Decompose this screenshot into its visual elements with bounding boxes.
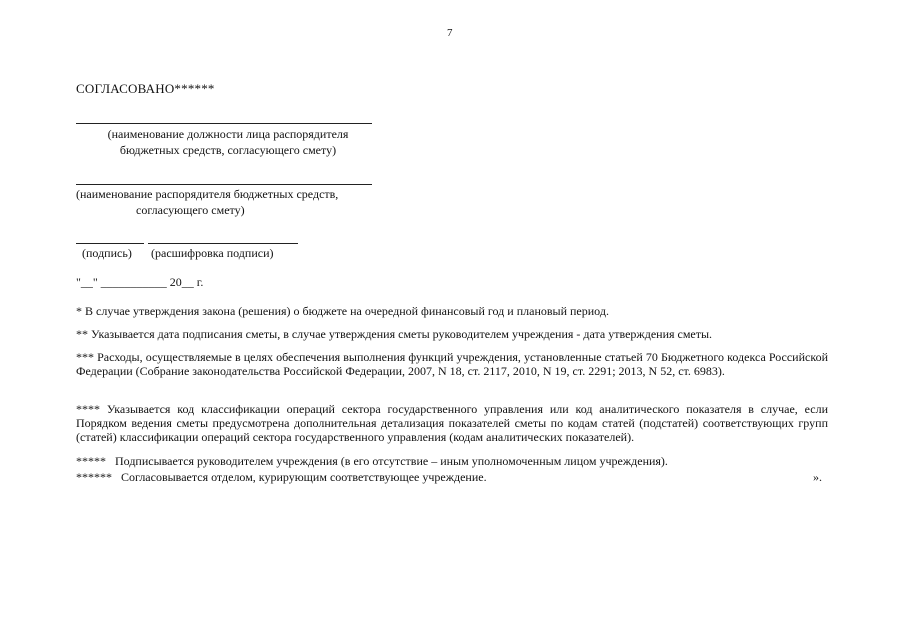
- position-caption-line1: (наименование должности лица распорядителя: [107, 127, 349, 141]
- page-number: 7: [447, 27, 453, 39]
- manager-name-caption: [76, 186, 372, 218]
- footnote-2: ** Указывается дата подписания сметы, в случае утверждения сметы руководителем учреждения - дата утверждения сметы.: [76, 327, 713, 341]
- signature-decoding-caption: (расшифровка подписи): [151, 246, 274, 260]
- footnote-3: *** Расходы, осуществляемые в целях обеспечения выполнения функций учреждения, установленные статьей 70 Бюджетного кодекса Российской Федерации (Собрание законодательства Российской Федерации, 2007, N 18, ст. 2117, 2010, N 19, ст. 2291; 2013, N 52, ст. 6983).: [76, 350, 828, 378]
- footnote-4: **** Указывается код классификации операций сектора государственного управления или код аналитического показателя в случае, если Порядком ведения сметы предусмотрена дополнительная детализация показателей сметы по кодам статей (подстатей) соответствующих групп (статей) классификации операций сектора государственного управления (кодам аналитических показателей).: [76, 402, 828, 444]
- approval-heading: СОГЛАСОВАНО******: [76, 81, 215, 96]
- signature-line: [76, 243, 144, 244]
- manager-name-line: [76, 184, 372, 185]
- footnote-6: ****** Согласовывается отделом, курирующим соответствующее учреждение.: [76, 470, 487, 484]
- closing-quote: ».: [813, 470, 822, 484]
- manager-caption-line2: согласующего смету): [136, 203, 245, 217]
- position-name-caption: [80, 126, 376, 158]
- footnote-5: ***** Подписывается руководителем учреждения (в его отсутствие – иным уполномоченным лицом учреждения).: [76, 454, 668, 468]
- manager-caption-line1: (наименование распорядителя бюджетных средств,: [76, 187, 339, 201]
- position-name-line: [76, 123, 372, 124]
- position-caption-line2: бюджетных средств, согласующего смету): [119, 143, 337, 157]
- date-line: "__" ___________ 20__ г.: [76, 275, 204, 289]
- signature-decoding-line: [148, 243, 298, 244]
- footnote-1: * В случае утверждения закона (решения) о бюджете на очередной финансовый год и плановый период.: [76, 304, 609, 318]
- signature-caption: (подпись): [82, 246, 132, 260]
